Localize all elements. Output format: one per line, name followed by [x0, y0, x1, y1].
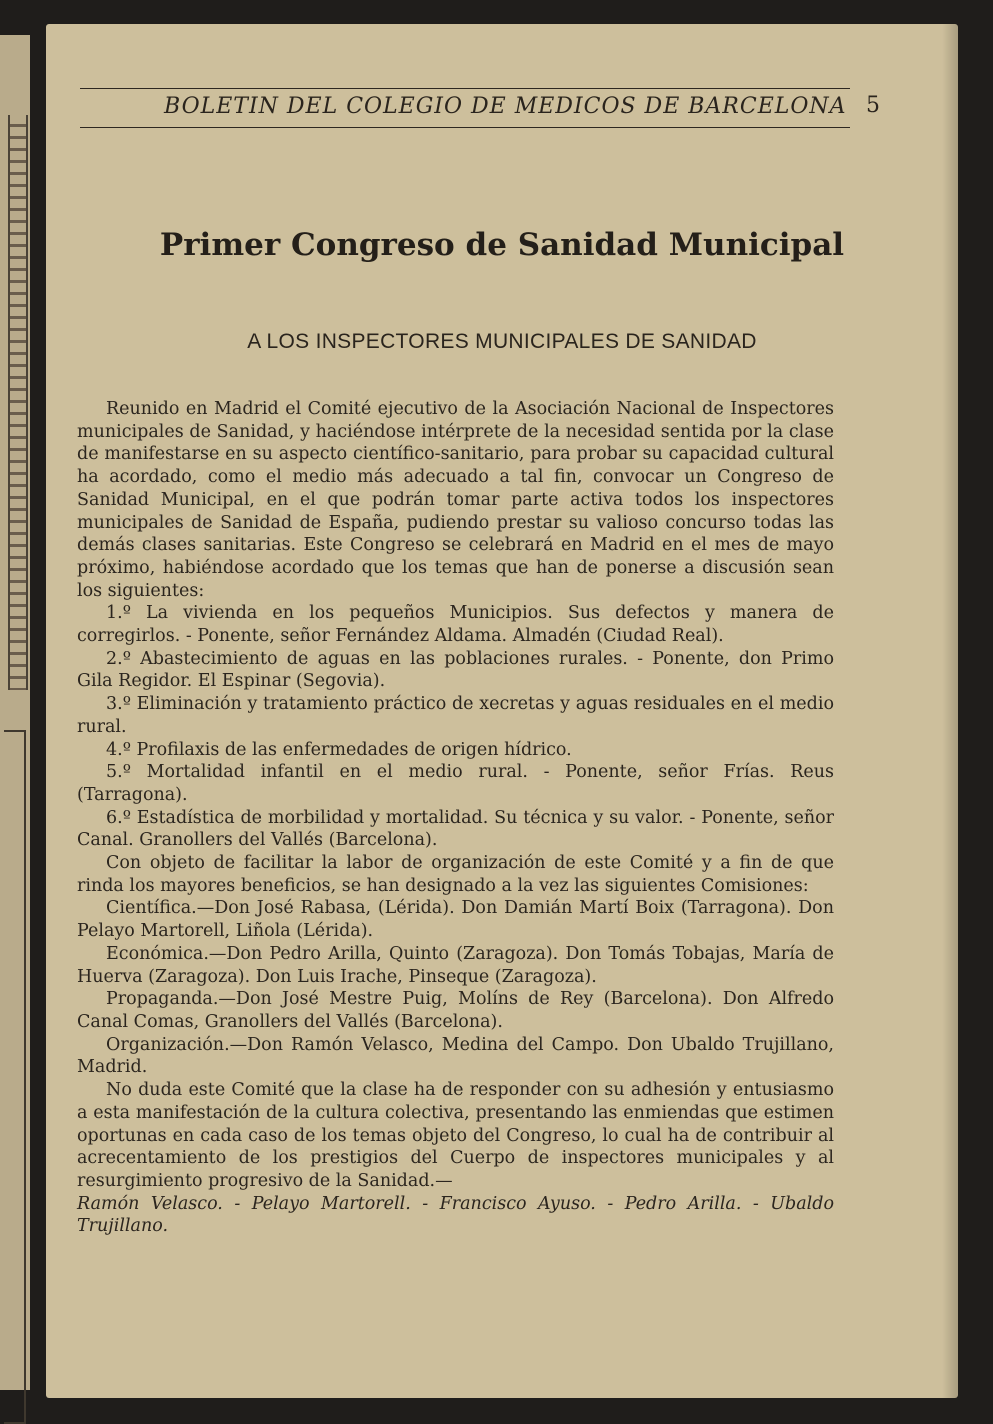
article-subtitle: A LOS INSPECTORES MUNICIPALES DE SANIDAD [247, 330, 757, 353]
running-header [80, 88, 880, 128]
topic-2: 2.º Abastecimiento de aguas en las poblaciones rurales. - Ponente, don Primo Gila Regidor. El Espinar (Segovia). [77, 648, 834, 692]
commission-organizacion: Organización.—Don Ramón Velasco, Medina del Campo. Don Ubaldo Trujillano, Madrid. [77, 1034, 834, 1078]
signatures: Ramón Velasco. - Pelayo Martorell. - Francisco Ayuso. - Pedro Arilla. - Ubaldo Trujillano. [77, 1193, 834, 1237]
topic-6: 6.º Estadística de morbilidad y mortalidad. Su técnica y su valor. - Ponente, señor Canal. Granollers del Vallés (Barcelona). [77, 807, 834, 851]
topic-3: 3.º Eliminación y tratamiento práctico de xecretas y aguas residuales en el medio rural. [77, 694, 834, 737]
article-body [77, 398, 834, 1238]
topic-4: 4.º Profilaxis de las enfermedades de origen hídrico. [106, 739, 572, 760]
commission-cientifica: Científica.—Don José Rabasa, (Lérida). Don Damián Martí Boix (Tarragona). Don Pelayo Martorell, Liñola (Lérida). [77, 898, 834, 942]
article-title: Primer Congreso de Sanidad Municipal [159, 227, 845, 263]
adjacent-page-edge [0, 35, 30, 1390]
topic-1: 1.º La vivienda en los pequeños Municipios. Sus defectos y manera de corregirlos. - Ponente, señor Fernández Aldama. Almadén (Ciudad Real). [77, 603, 834, 647]
decorative-frame [4, 730, 26, 1424]
running-title: BOLETIN DEL COLEGIO DE MEDICOS DE BARCELONA [164, 94, 847, 119]
topic-5: 5.º Mortalidad infantil en el medio rural. - Ponente, señor Frías. Reus (Tarragona). [77, 762, 834, 805]
commissions-intro: Con objeto de facilitar la labor de organización de este Comité y a fin de que rinda los mayores beneficios, se han designado a la vez las siguientes Comisiones: [77, 853, 834, 896]
journal-page [46, 24, 958, 1398]
commission-economica: Económica.—Don Pedro Arilla, Quinto (Zaragoza). Don Tomás Tobajas, María de Huerva (Zaragoza). Don Luis Irache, Pinseque (Zaragoza). [77, 943, 834, 987]
decorative-border-strip [8, 115, 28, 690]
intro-paragraph: Reunido en Madrid el Comité ejecutivo de la Asociación Nacional de Inspectores municipales de Sanidad, y haciéndose intérprete de la necesidad sentida por la clase de manifestarse en su aspecto científico-sanitario, para probar su capacidad cultural ha acordado, como el medio más adecuado a tal fin, convocar un Congreso de Sanidad Municipal, en el que podrán tomar parte activa todos los inspectores municipales de Sanidad de España, pudiendo prestar su valioso concurso todas las demás clases sanitarias. Este Congreso se celebrará en Madrid en el mes de mayo próximo, habiéndose acordado que los temas que han de ponerse a discusión sean los siguientes: [77, 399, 834, 601]
closing-paragraph: No duda este Comité que la clase ha de responder con su adhesión y entusiasmo a esta manifestación de la cultura colectiva, presentando las enmiendas que estimen oportunas en cada caso de los temas objeto del Congreso, lo cual ha de contribuir al acrecentamiento de los prestigios del Cuerpo de inspectores municipales y al resurgimiento progresivo de la Sanidad.— [77, 1080, 834, 1191]
commission-propaganda: Propaganda.—Don José Mestre Puig, Molíns de Rey (Barcelona). Don Alfredo Canal Comas, Granollers del Vallés (Barcelona). [77, 989, 834, 1032]
page-number: 5 [866, 93, 880, 118]
